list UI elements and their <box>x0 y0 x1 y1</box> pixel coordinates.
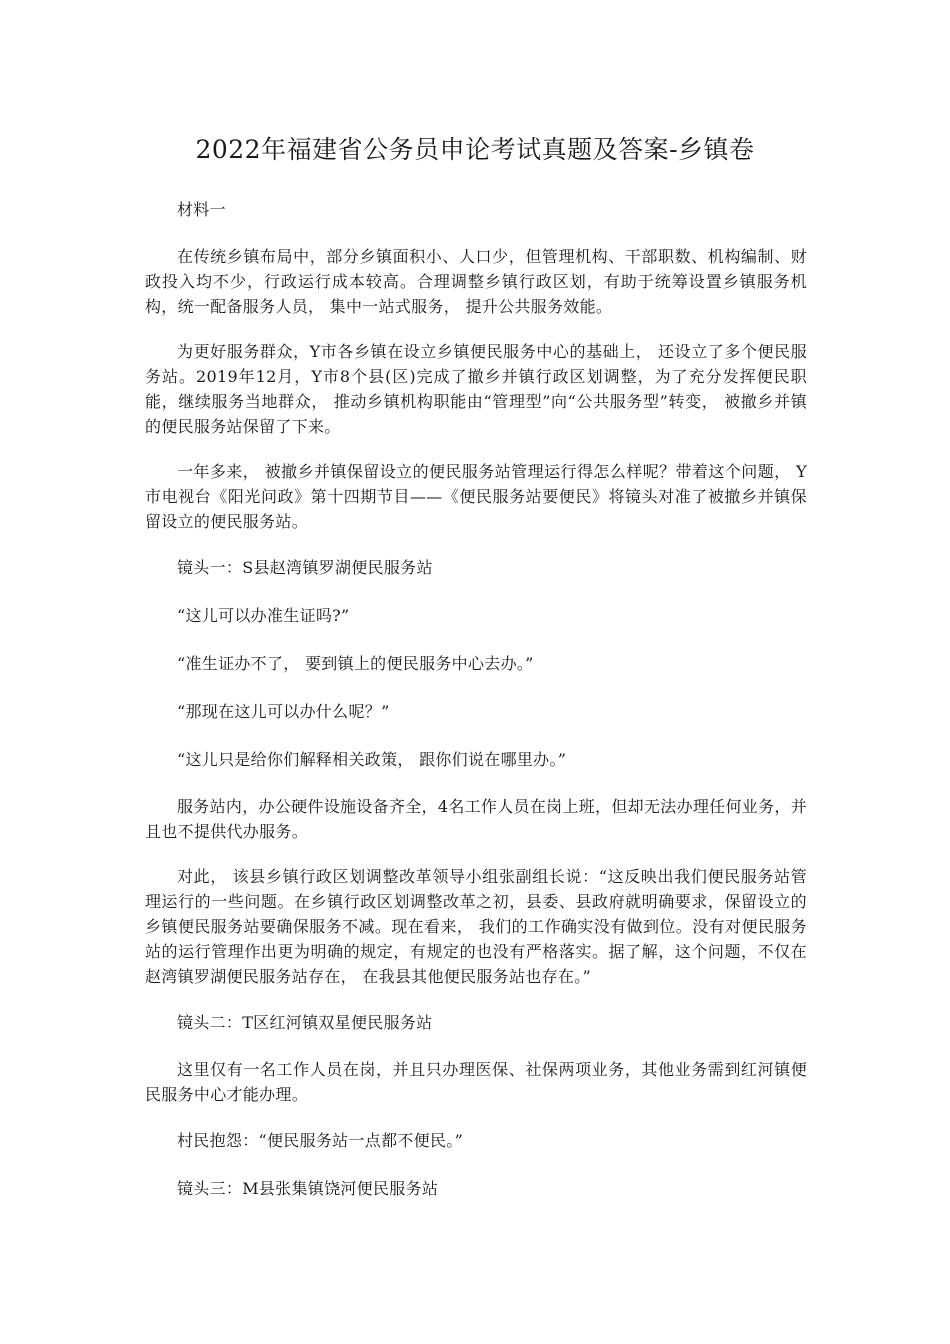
dialogue-line: “这儿可以办准生证吗?” <box>177 606 350 625</box>
dialogue-line: “准生证办不了， 要到镇上的便民服务中心去办。” <box>177 654 534 673</box>
dialogue-line: “这儿只是给你们解释相关政策， 跟你们说在哪里办。” <box>177 750 567 769</box>
section-heading: 材料一 <box>177 200 226 219</box>
paragraph: 为更好服务群众，Y市各乡镇在设立乡镇便民服务中心的基础上， 还设立了多个便民服务站。2019年12月，Y市8个县(区)完成了撤乡并镇行政区划调整，为了充分发挥便民职能，继续服务当地群众， 推动乡镇机构职能由“管理型”向“公共服务型”转变， 被撤乡并镇的便民服务站保留了下来。 <box>145 342 807 436</box>
scene-heading: 镜头一：S县赵湾镇罗湖便民服务站 <box>177 558 433 577</box>
document-body <box>145 196 807 1223</box>
paragraph: 对此， 该县乡镇行政区划调整改革领导小组张副组长说：“这反映出我们便民服务站管理运行的一些问题。在乡镇行政区划调整改革之初，县委、县政府就明确要求，保留设立的乡镇便民服务站要确保服务不减。现在看来， 我们的工作确实没有做到位。没有对便民服务站的运行管理作出更为明确的规定，有规定的也没有严格落实。据了解，这个问题，不仅在赵湾镇罗湖便民服务站存在， 在我县其他便民服务站也存在。” <box>145 867 807 986</box>
paragraph: 在传统乡镇布局中，部分乡镇面积小、人口少，但管理机构、干部职数、机构编制、财政投入均不少，行政运行成本较高。合理调整乡镇行政区划，有助于统筹设置乡镇服务机构，统一配备服务人员， 集中一站式服务， 提升公共服务效能。 <box>145 247 807 316</box>
paragraph: 服务站内，办公硬件设施设备齐全，4名工作人员在岗上班，但却无法办理任何业务，并且也不提供代办服务。 <box>145 797 807 841</box>
paragraph: 这里仅有一名工作人员在岗，并且只办理医保、社保两项业务，其他业务需到红河镇便民服务中心才能办理。 <box>145 1060 807 1104</box>
document-title: 2022年福建省公务员申论考试真题及答案-乡镇卷 <box>195 135 755 164</box>
quote-line: 村民抱怨：“便民服务站一点都不便民。” <box>177 1131 464 1150</box>
paragraph: 一年多来， 被撤乡并镇保留设立的便民服务站管理运行得怎么样呢？带着这个问题， Y市电视台《阳光问政》第十四期节目——《便民服务站要便民》将镜头对准了被撤乡并镇保留设立的便民服务站。 <box>145 462 807 531</box>
scene-heading: 镜头三：M县张集镇饶河便民服务站 <box>177 1179 439 1198</box>
scene-heading: 镜头二：T区红河镇双星便民服务站 <box>177 1013 433 1032</box>
dialogue-line: “那现在这儿可以办什么呢？” <box>177 702 390 721</box>
